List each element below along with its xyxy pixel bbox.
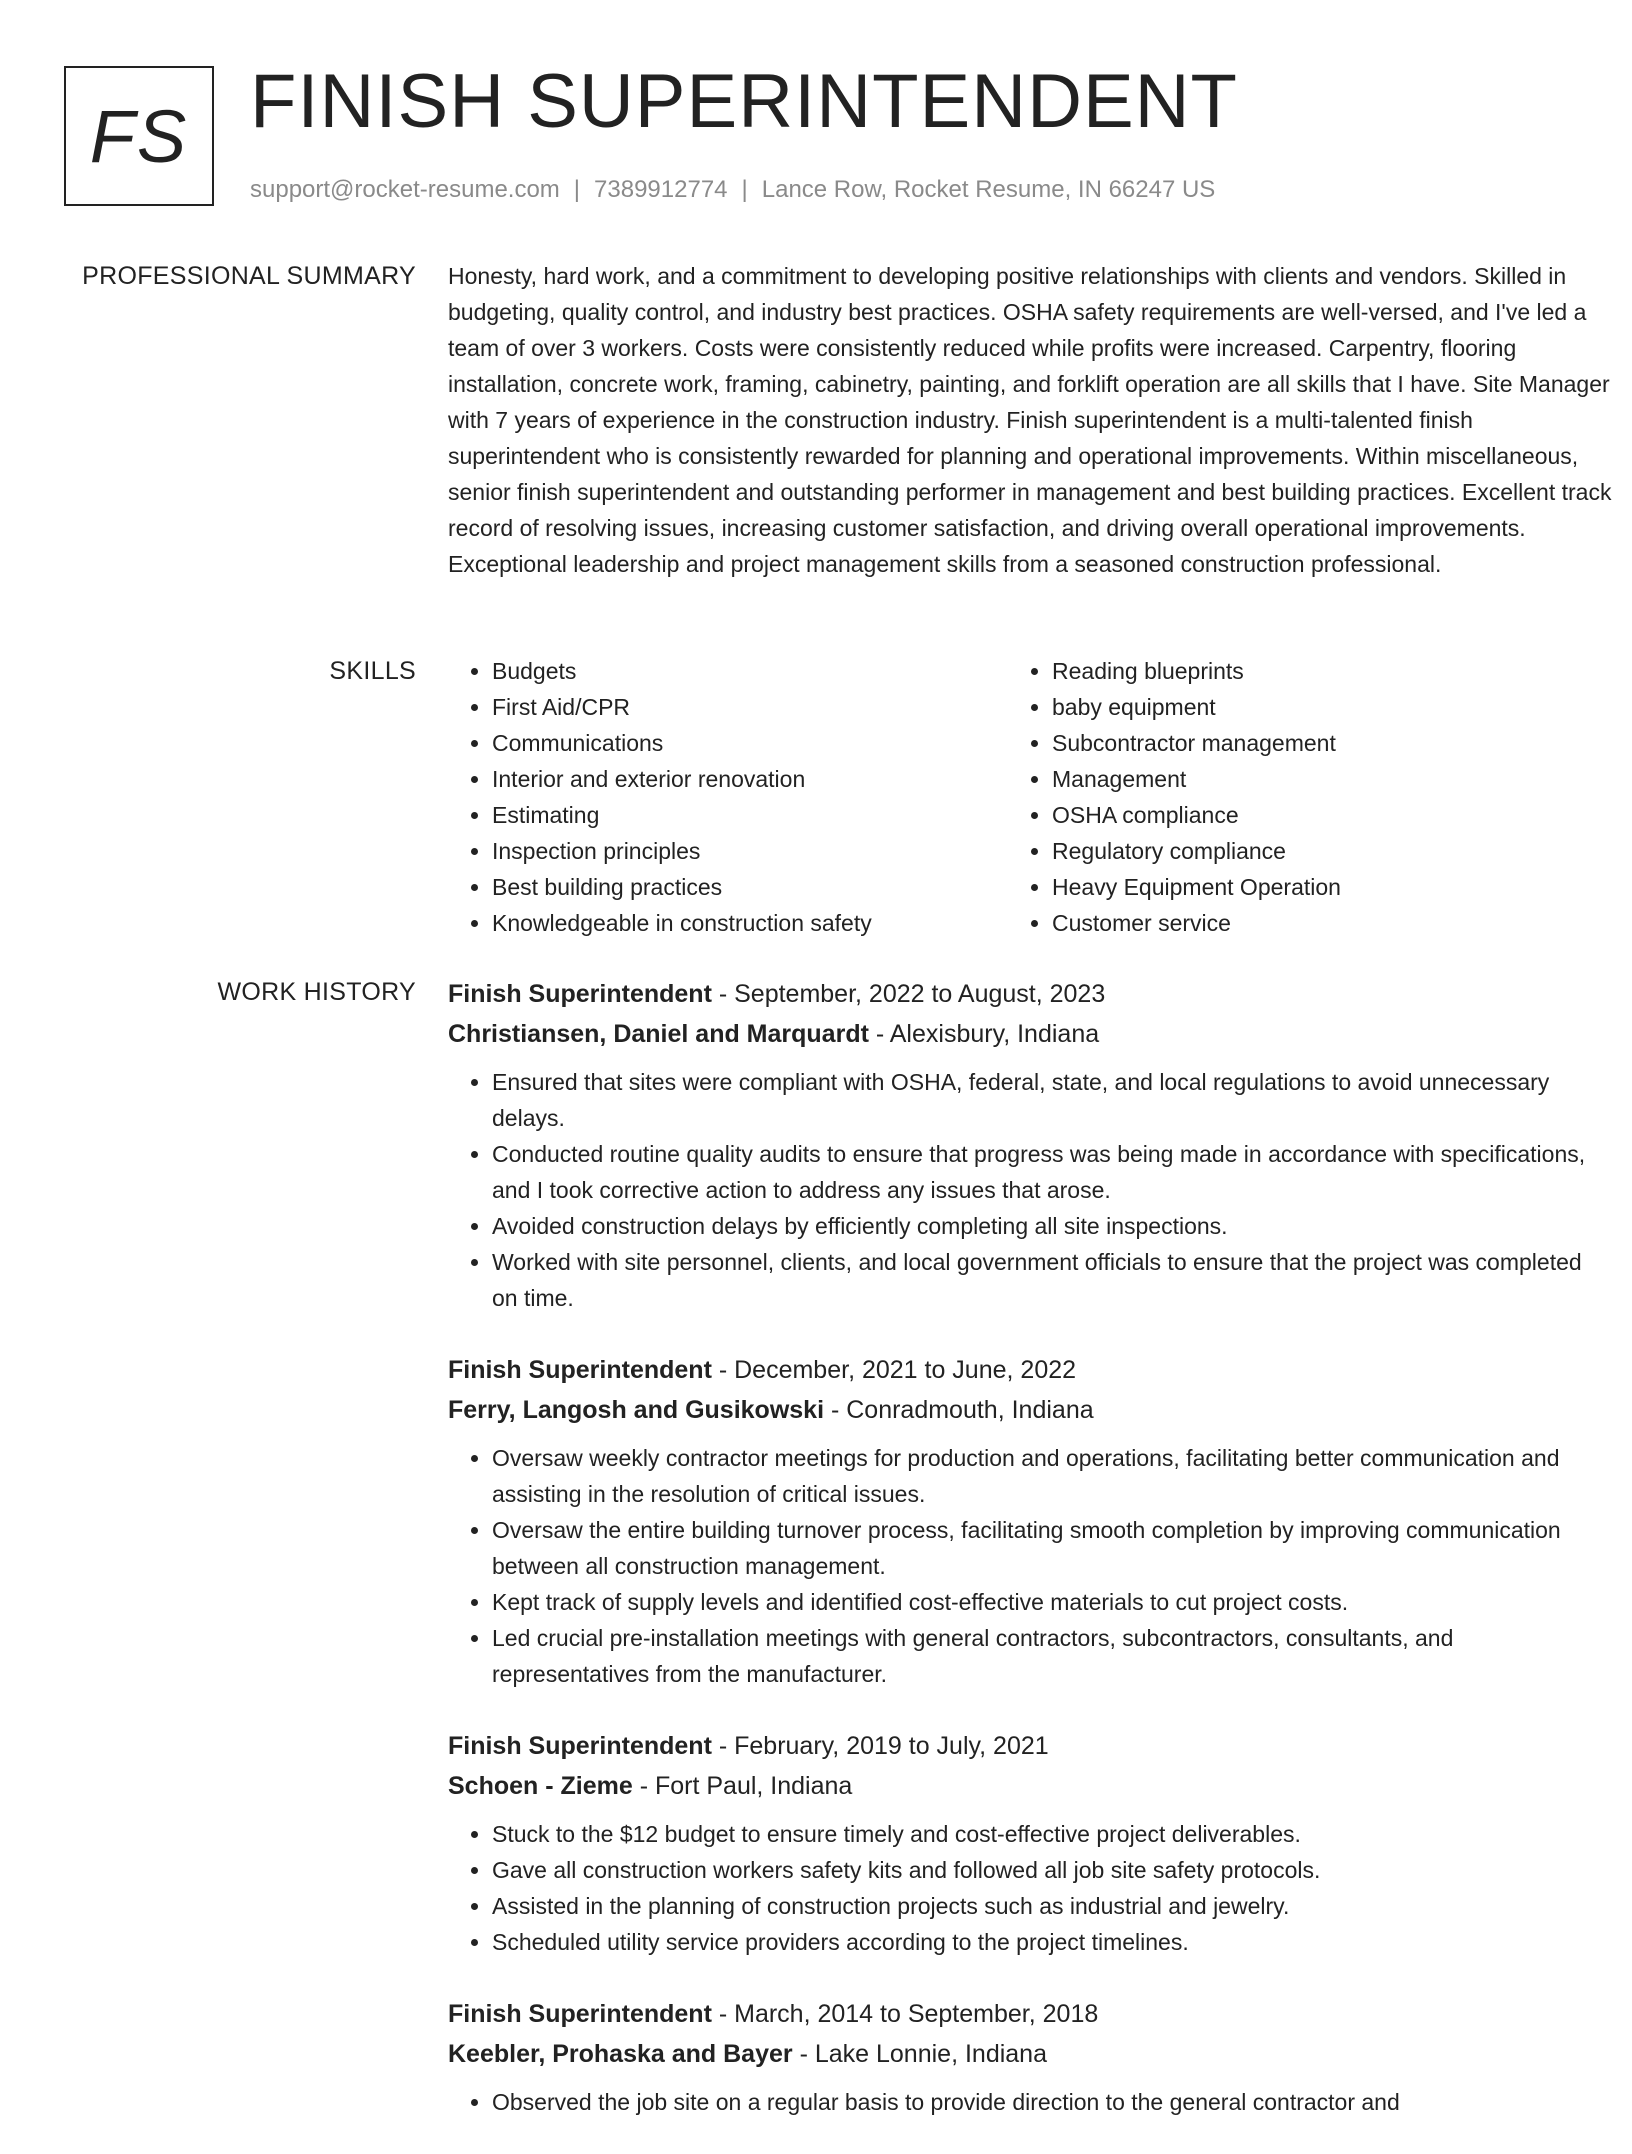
skill-item: • Estimating	[492, 797, 1008, 833]
job-title: Finish Superintendent	[448, 1732, 712, 1760]
skill-item: • Budgets	[492, 653, 1008, 689]
summary-label: PROFESSIONAL SUMMARY	[82, 262, 416, 290]
skill-item: • First Aid/CPR	[492, 689, 1008, 725]
job-company: Keebler, Prohaska and Bayer	[448, 2040, 793, 2068]
job-title: Finish Superintendent	[448, 2000, 712, 2028]
contact-email: support@rocket-resume.com	[250, 176, 560, 203]
job-title-line	[448, 1994, 1628, 2034]
job-entry	[448, 1994, 1628, 2120]
job-bullet: • Led crucial pre-installation meetings with general contractors, subcontractors, consultants, and representatives from the manufacturer.	[492, 1620, 1612, 1692]
job-company: Christiansen, Daniel and Marquardt	[448, 1020, 869, 1048]
monogram-logo: FS	[64, 66, 214, 206]
contact-separator: |	[573, 176, 581, 203]
job-title-line	[448, 1726, 1628, 1766]
skill-item: • Subcontractor management	[1052, 725, 1568, 761]
job-title-line	[448, 974, 1628, 1014]
skill-item: • Management	[1052, 761, 1568, 797]
job-company: Ferry, Langosh and Gusikowski	[448, 1396, 825, 1424]
summary-text: Honesty, hard work, and a commitment to developing positive relationships with clients and vendors. Skilled in budgeting, quality control, and industry best practices. OSHA safety requirements are well-versed, and I've led a team of over 3 workers. Costs were consistently reduced while profits were increased. Carpentry, flooring installation, concrete work, framing, cabinetry, painting, and forklift operation are all skills that I have. Site Manager with 7 years of experience in the construction industry. Finish superintendent is a multi-talented finish superintendent who is consistently rewarded for planning and operational improvements. Within miscellaneous, senior finish superintendent and outstanding performer in management and best building practices. Excellent track record of resolving issues, increasing customer satisfaction, and driving overall operational improvements. Exceptional leadership and project management skills from a seasoned construction professional.	[448, 263, 1612, 577]
summary-body	[448, 258, 1628, 582]
resume-name: FINISH SUPERINTENDENT	[250, 59, 1238, 144]
job-bullet: • Worked with site personnel, clients, and local government officials to ensure that the project was completed on time.	[492, 1244, 1612, 1316]
job-bullet: • Assisted in the planning of construction projects such as industrial and jewelry.	[492, 1888, 1612, 1924]
job-bullet-list	[448, 1064, 1612, 1316]
resume-header	[64, 59, 1584, 214]
skill-item: • Inspection principles	[492, 833, 1008, 869]
job-bullet-list	[448, 1816, 1612, 1960]
skill-item: • Best building practices	[492, 869, 1008, 905]
job-bullet: • Gave all construction workers safety kits and followed all job site safety protocols.	[492, 1852, 1612, 1888]
job-bullet: • Stuck to the $12 budget to ensure timely and cost-effective project deliverables.	[492, 1816, 1612, 1852]
contact-address: Lance Row, Rocket Resume, IN 66247 US	[761, 176, 1216, 203]
skills-list-left	[448, 653, 1008, 941]
job-bullet: • Oversaw weekly contractor meetings for production and operations, facilitating better communication and assisting in the resolution of critical issues.	[492, 1440, 1612, 1512]
job-title: Finish Superintendent	[448, 1356, 712, 1384]
job-dates: - February, 2019 to July, 2021	[711, 1732, 1049, 1760]
skills-section	[64, 653, 1568, 953]
contact-separator: |	[741, 176, 748, 203]
skill-item: • OSHA compliance	[1052, 797, 1568, 833]
job-company: Schoen - Zieme	[448, 1772, 633, 1800]
job-title: Finish Superintendent	[448, 980, 712, 1008]
contact-phone: 7389912774	[594, 176, 728, 203]
job-bullet: • Ensured that sites were compliant with OSHA, federal, state, and local regulations to avoid unnecessary delays.	[492, 1064, 1612, 1136]
job-entry	[448, 974, 1628, 1316]
skill-item: • Communications	[492, 725, 1008, 761]
job-company-line	[448, 2034, 1628, 2074]
job-bullet: • Kept track of supply levels and identified cost-effective materials to cut project costs.	[492, 1584, 1612, 1620]
summary-section	[64, 258, 1612, 628]
work-history-label: WORK HISTORY	[217, 978, 416, 1006]
job-entry	[448, 1726, 1628, 1960]
work-history-section	[64, 974, 1586, 2115]
job-location: - Lake Lonnie, Indiana	[792, 2040, 1047, 2068]
job-title-line	[448, 1350, 1628, 1390]
job-location: - Conradmouth, Indiana	[824, 1396, 1094, 1424]
job-bullet-list	[448, 2084, 1612, 2120]
skill-item: • Customer service	[1052, 905, 1568, 941]
job-bullet-list	[448, 1440, 1612, 1692]
job-bullet: • Oversaw the entire building turnover process, facilitating smooth completion by improving communication between all construction management.	[492, 1512, 1612, 1584]
job-bullet: • Observed the job site on a regular basis to provide direction to the general contractor and	[492, 2084, 1612, 2120]
skill-item: • baby equipment	[1052, 689, 1568, 725]
job-entry	[448, 1350, 1628, 1692]
job-bullet: • Avoided construction delays by efficiently completing all site inspections.	[492, 1208, 1612, 1244]
skill-item: • Reading blueprints	[1052, 653, 1568, 689]
skill-item: • Interior and exterior renovation	[492, 761, 1008, 797]
skills-label: SKILLS	[329, 657, 416, 685]
skills-body	[448, 653, 1628, 941]
skill-item: • Heavy Equipment Operation	[1052, 869, 1568, 905]
job-bullet: • Scheduled utility service providers according to the project timelines.	[492, 1924, 1612, 1960]
job-bullet: • Conducted routine quality audits to ensure that progress was being made in accordance with specifications, and I took corrective action to address any issues that arose.	[492, 1136, 1612, 1208]
work-history-body	[448, 974, 1628, 2154]
contact-line	[250, 176, 1215, 204]
job-company-line	[448, 1766, 1628, 1806]
job-location: - Fort Paul, Indiana	[632, 1772, 853, 1800]
job-dates: - December, 2021 to June, 2022	[711, 1356, 1077, 1384]
job-dates: - September, 2022 to August, 2023	[711, 980, 1106, 1008]
job-location: - Alexisbury, Indiana	[868, 1020, 1100, 1048]
skill-item: • Knowledgeable in construction safety	[492, 905, 1008, 941]
job-company-line	[448, 1390, 1628, 1430]
job-dates: - March, 2014 to September, 2018	[711, 2000, 1099, 2028]
skill-item: • Regulatory compliance	[1052, 833, 1568, 869]
skills-list-right	[1008, 653, 1568, 941]
job-company-line	[448, 1014, 1628, 1054]
